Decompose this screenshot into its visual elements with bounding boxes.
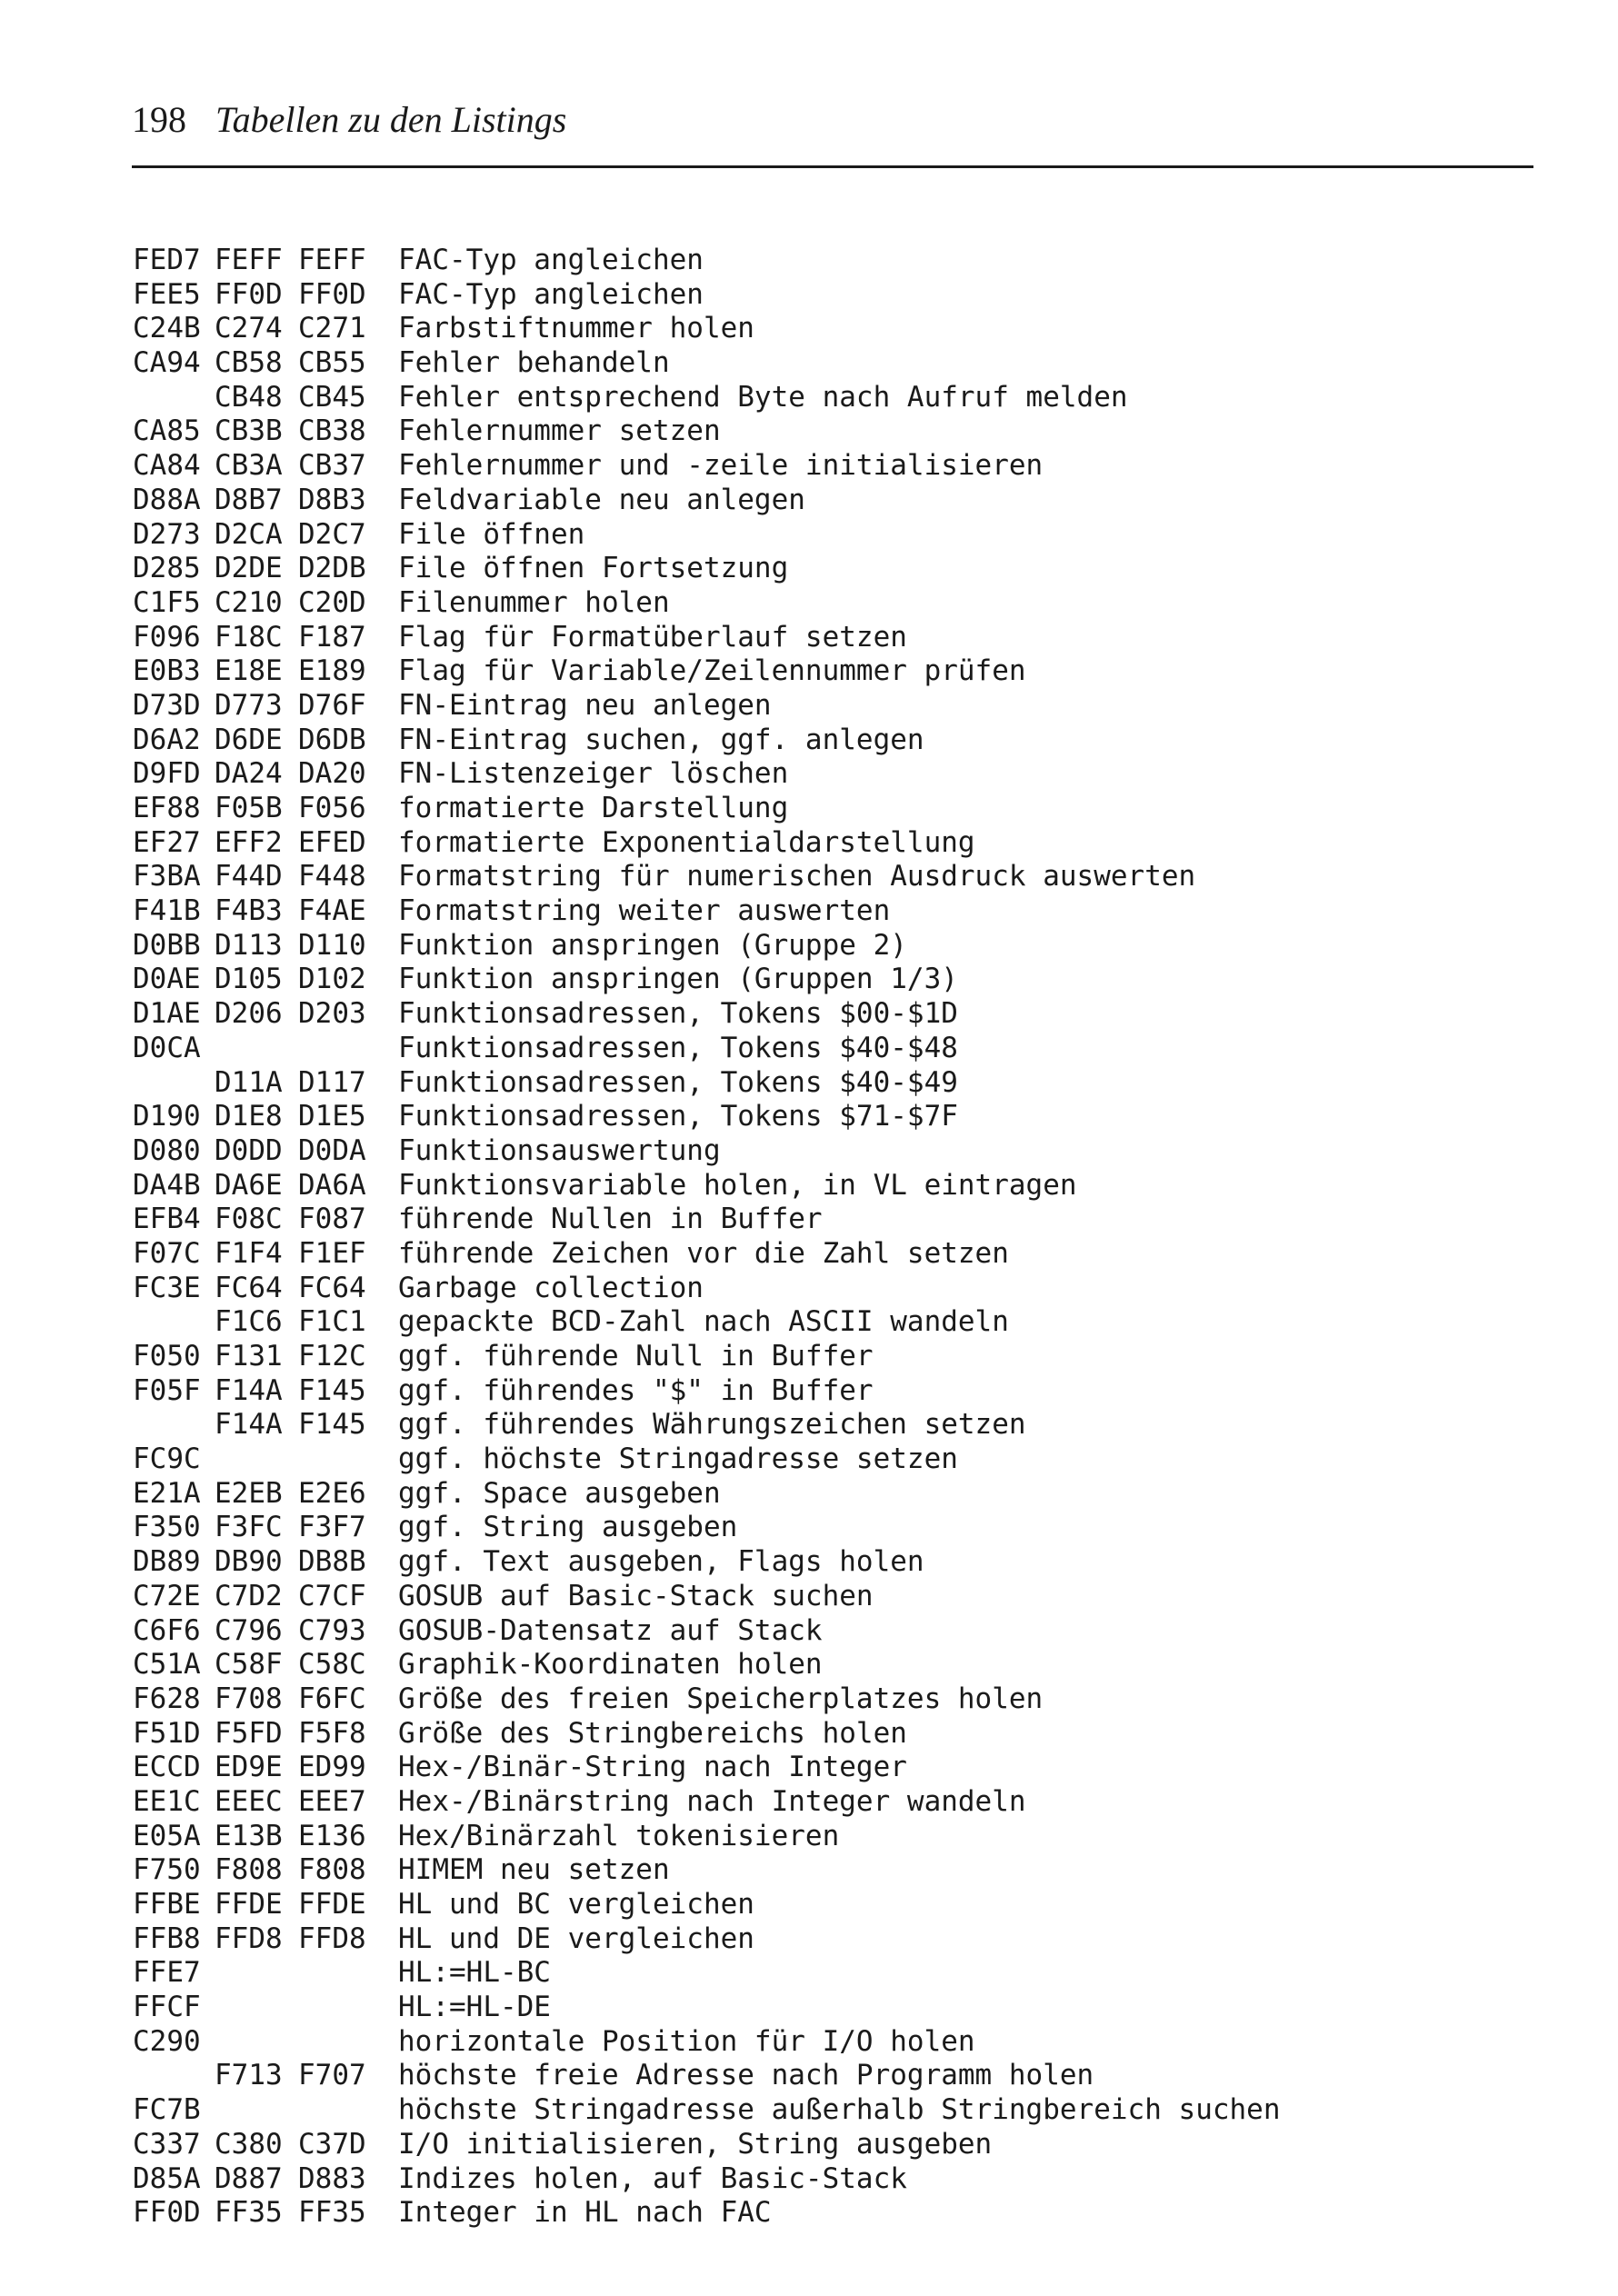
- description: HL:=HL-BC: [398, 1956, 551, 1990]
- address-col-3: D0DA: [298, 1133, 366, 1167]
- address-col-3: F145: [298, 1373, 366, 1407]
- table-row: [133, 1956, 1281, 1991]
- address-col-3: F187: [298, 620, 366, 654]
- table-row: [133, 1032, 1281, 1066]
- page-title: Tabellen zu den Listings: [215, 99, 567, 140]
- address-col-3: [298, 1956, 398, 1991]
- address-col-3: D102: [298, 963, 366, 996]
- description: Funktionsadressen, Tokens $00-$1D: [398, 997, 958, 1031]
- table-row: [133, 963, 1281, 997]
- address-col-1: D73D: [133, 688, 201, 722]
- address-col-2: D773: [215, 688, 283, 722]
- description: File öffnen: [398, 517, 585, 551]
- address-col-1: F05F: [133, 1373, 201, 1407]
- description: Funktionsadressen, Tokens $71-$7F: [398, 1100, 958, 1133]
- address-col-1: FFBE: [133, 1888, 201, 1921]
- table-row: [133, 860, 1281, 894]
- address-col-3: FFDE: [298, 1888, 366, 1921]
- table-row: [133, 1511, 1281, 1545]
- description: ggf. String ausgeben: [398, 1511, 738, 1544]
- address-col-1: CA84: [133, 449, 201, 483]
- address-col-3: D2DB: [298, 552, 366, 585]
- address-col-2: F1F4: [215, 1236, 283, 1270]
- description: Funktionsadressen, Tokens $40-$48: [398, 1031, 958, 1064]
- description: Feldvariable neu anlegen: [398, 483, 805, 516]
- address-col-2: CB3B: [215, 414, 283, 448]
- address-col-1: CA94: [133, 346, 201, 380]
- description: Funktion anspringen (Gruppen 1/3): [398, 963, 958, 996]
- description: HL:=HL-DE: [398, 1991, 551, 2024]
- description: FAC-Typ angleichen: [398, 244, 704, 276]
- description: ggf. führende Null in Buffer: [398, 1340, 874, 1373]
- table-row: [133, 1305, 1281, 1340]
- address-col-1: D0BB: [133, 928, 201, 962]
- description: formatierte Exponentialdarstellung: [398, 825, 975, 859]
- address-col-2: C796: [215, 1613, 283, 1647]
- address-col-2: D206: [215, 997, 283, 1031]
- address-col-1: C290: [133, 2024, 201, 2058]
- description: Fehler entsprechend Byte nach Aufruf melden: [398, 380, 1128, 414]
- description: formatierte Darstellung: [398, 792, 789, 824]
- address-col-1: F350: [133, 1511, 201, 1544]
- table-row: [133, 1545, 1281, 1580]
- table-row: [133, 1922, 1281, 1957]
- header-rule: [132, 165, 1533, 168]
- description: führende Nullen in Buffer: [398, 1203, 823, 1236]
- address-col-2: F14A: [215, 1373, 283, 1407]
- table-row: [133, 1580, 1281, 1614]
- table-row: [133, 484, 1281, 518]
- address-col-2: F708: [215, 1682, 283, 1715]
- address-col-3: FF35: [298, 2196, 366, 2230]
- table-row: [133, 1648, 1281, 1682]
- address-col-3: D203: [298, 997, 366, 1031]
- table-row: [133, 518, 1281, 553]
- address-col-3: [298, 2025, 398, 2060]
- description: Flag für Variable/Zeilennummer prüfen: [398, 654, 1026, 688]
- address-col-2: C7D2: [215, 1579, 283, 1612]
- address-col-1: [133, 1305, 215, 1340]
- table-row: [133, 1785, 1281, 1820]
- address-col-2: FC64: [215, 1271, 283, 1304]
- address-col-3: CB55: [298, 346, 366, 380]
- description: Funktionsauswertung: [398, 1133, 721, 1167]
- address-col-3: FFD8: [298, 1922, 366, 1955]
- address-col-2: D11A: [215, 1065, 283, 1099]
- address-col-1: FC9C: [133, 1442, 201, 1476]
- address-col-3: C20D: [298, 585, 366, 619]
- address-col-3: F5F8: [298, 1716, 366, 1750]
- address-col-1: E05A: [133, 1819, 201, 1852]
- address-col-3: ED99: [298, 1751, 366, 1784]
- address-col-2: CB3A: [215, 449, 283, 483]
- address-col-1: C6F6: [133, 1613, 201, 1647]
- description: ggf. Space ausgeben: [398, 1476, 721, 1510]
- table-row: [133, 381, 1281, 415]
- address-col-2: D887: [215, 2161, 283, 2195]
- address-col-2: C210: [215, 585, 283, 619]
- table-row: [133, 1203, 1281, 1237]
- description: führende Zeichen vor die Zahl setzen: [398, 1236, 1009, 1270]
- address-col-3: E2E6: [298, 1476, 366, 1510]
- address-col-1: [133, 1408, 215, 1442]
- address-col-3: FEFF: [298, 244, 366, 276]
- address-col-1: F750: [133, 1853, 201, 1887]
- description: Fehlernummer und -zeile initialisieren: [398, 449, 1044, 483]
- description: FN-Eintrag neu anlegen: [398, 688, 772, 722]
- address-col-2: C380: [215, 2127, 283, 2161]
- table-row: [133, 1614, 1281, 1649]
- address-col-1: F3BA: [133, 860, 201, 893]
- address-col-1: D080: [133, 1133, 201, 1167]
- address-col-3: D110: [298, 928, 366, 962]
- address-col-2: FF0D: [215, 277, 283, 311]
- address-col-2: CB58: [215, 346, 283, 380]
- address-col-2: [215, 1032, 298, 1066]
- address-col-3: C37D: [298, 2127, 366, 2161]
- address-col-1: E0B3: [133, 654, 201, 688]
- table-row: [133, 1100, 1281, 1134]
- address-col-1: ECCD: [133, 1751, 201, 1784]
- table-row: [133, 552, 1281, 586]
- table-row: [133, 1888, 1281, 1922]
- table-row: [133, 997, 1281, 1032]
- address-col-2: E13B: [215, 1819, 283, 1852]
- address-col-1: FFCF: [133, 1991, 201, 2024]
- address-col-3: [298, 1442, 398, 1477]
- address-col-1: FC3E: [133, 1271, 201, 1304]
- address-col-2: D105: [215, 963, 283, 996]
- description: File öffnen Fortsetzung: [398, 552, 789, 585]
- address-col-2: F1C6: [215, 1305, 283, 1339]
- description: Garbage collection: [398, 1271, 704, 1304]
- address-col-3: EEE7: [298, 1784, 366, 1818]
- address-col-3: [298, 1991, 398, 2025]
- description: Formatstring für numerischen Ausdruck auswerten: [398, 860, 1196, 893]
- address-col-2: FFD8: [215, 1922, 283, 1955]
- address-col-3: C7CF: [298, 1579, 366, 1612]
- address-col-1: [133, 381, 215, 415]
- description: Formatstring weiter auswerten: [398, 894, 891, 928]
- address-col-3: D117: [298, 1065, 366, 1099]
- address-col-1: F07C: [133, 1236, 201, 1270]
- address-col-1: C51A: [133, 1648, 201, 1682]
- description: Größe des Stringbereichs holen: [398, 1716, 907, 1750]
- address-col-3: [298, 2093, 398, 2128]
- table-row: [133, 2128, 1281, 2162]
- address-col-1: D273: [133, 517, 201, 551]
- address-col-2: ED9E: [215, 1751, 283, 1784]
- table-row: [133, 278, 1281, 313]
- description: Hex-/Binär-String nach Integer: [398, 1751, 907, 1784]
- address-col-3: F808: [298, 1853, 366, 1887]
- address-col-3: C793: [298, 1613, 366, 1647]
- address-col-1: D88A: [133, 483, 201, 516]
- address-col-2: D2CA: [215, 517, 283, 551]
- address-col-1: D285: [133, 552, 201, 585]
- description: Funktionsvariable holen, in VL eintragen: [398, 1168, 1077, 1202]
- description: Fehler behandeln: [398, 346, 670, 380]
- description: Fehlernummer setzen: [398, 414, 721, 448]
- address-col-3: D1E5: [298, 1100, 366, 1133]
- address-col-1: [133, 1066, 215, 1101]
- description: ggf. höchste Stringadresse setzen: [398, 1442, 958, 1476]
- address-col-1: DA4B: [133, 1168, 201, 1202]
- address-col-2: C58F: [215, 1648, 283, 1682]
- address-col-3: FC64: [298, 1271, 366, 1304]
- address-col-3: DA20: [298, 757, 366, 791]
- table-row: [133, 894, 1281, 929]
- description: Integer in HL nach FAC: [398, 2196, 772, 2230]
- address-col-2: F08C: [215, 1203, 283, 1236]
- address-col-2: [215, 1442, 298, 1477]
- address-col-3: C58C: [298, 1648, 366, 1682]
- address-col-2: FF35: [215, 2196, 283, 2230]
- table-row: [133, 1682, 1281, 1717]
- address-col-1: F51D: [133, 1716, 201, 1750]
- address-col-2: DA6E: [215, 1168, 283, 1202]
- address-col-1: FED7: [133, 244, 201, 276]
- address-col-3: F12C: [298, 1340, 366, 1373]
- address-col-2: D2DE: [215, 552, 283, 585]
- table-row: [133, 449, 1281, 484]
- address-col-1: D85A: [133, 2161, 201, 2195]
- address-col-1: D190: [133, 1100, 201, 1133]
- description: Hex-/Binärstring nach Integer wandeln: [398, 1784, 1026, 1818]
- table-row: [133, 414, 1281, 449]
- address-table: [133, 244, 1281, 2231]
- address-col-3: DB8B: [298, 1545, 366, 1579]
- description: GOSUB auf Basic-Stack suchen: [398, 1579, 874, 1612]
- address-col-3: F448: [298, 860, 366, 893]
- table-row: [133, 1066, 1281, 1101]
- address-col-1: C24B: [133, 312, 201, 345]
- address-col-3: D2C7: [298, 517, 366, 551]
- description: ggf. führendes "$" in Buffer: [398, 1373, 874, 1407]
- address-col-1: F628: [133, 1682, 201, 1715]
- table-row: [133, 1340, 1281, 1374]
- address-col-1: F41B: [133, 894, 201, 928]
- table-row: [133, 586, 1281, 621]
- address-col-1: EFB4: [133, 1203, 201, 1236]
- address-col-1: DB89: [133, 1545, 201, 1579]
- address-col-1: D1AE: [133, 997, 201, 1031]
- address-col-2: D6DE: [215, 723, 283, 756]
- table-row: [133, 1134, 1281, 1169]
- address-col-3: D883: [298, 2161, 366, 2195]
- description: FN-Eintrag suchen, ggf. anlegen: [398, 723, 924, 756]
- address-col-3: D76F: [298, 688, 366, 722]
- table-row: [133, 654, 1281, 689]
- address-col-3: [298, 1032, 398, 1066]
- description: I/O initialisieren, String ausgeben: [398, 2127, 993, 2161]
- address-col-1: C1F5: [133, 585, 201, 619]
- table-row: [133, 1442, 1281, 1477]
- address-col-3: C271: [298, 312, 366, 345]
- address-col-3: F1C1: [298, 1305, 366, 1339]
- table-row: [133, 757, 1281, 792]
- address-col-3: DA6A: [298, 1168, 366, 1202]
- address-col-2: D8B7: [215, 483, 283, 516]
- address-col-2: CB48: [215, 380, 283, 414]
- description: HL und BC vergleichen: [398, 1888, 754, 1921]
- table-row: [133, 1820, 1281, 1854]
- address-col-2: F5FD: [215, 1716, 283, 1750]
- address-col-2: F131: [215, 1340, 283, 1373]
- address-col-2: [215, 2025, 298, 2060]
- address-col-3: F056: [298, 792, 366, 824]
- address-col-3: D6DB: [298, 723, 366, 756]
- table-row: [133, 1237, 1281, 1272]
- address-col-2: EFF2: [215, 825, 283, 859]
- description: ggf. führendes Währungszeichen setzen: [398, 1408, 1026, 1442]
- address-col-2: F44D: [215, 860, 283, 893]
- table-row: [133, 689, 1281, 724]
- table-row: [133, 346, 1281, 381]
- address-col-3: CB45: [298, 380, 366, 414]
- address-col-2: F18C: [215, 620, 283, 654]
- table-row: [133, 621, 1281, 655]
- address-col-2: DA24: [215, 757, 283, 791]
- address-col-1: FFE7: [133, 1956, 201, 1990]
- description: HL und DE vergleichen: [398, 1922, 754, 1955]
- description: FAC-Typ angleichen: [398, 277, 704, 311]
- address-col-3: F145: [298, 1408, 366, 1442]
- description: horizontale Position für I/O holen: [398, 2024, 975, 2058]
- description: Graphik-Koordinaten holen: [398, 1648, 823, 1682]
- table-row: [133, 1477, 1281, 1512]
- address-col-2: E18E: [215, 654, 283, 688]
- description: Funktion anspringen (Gruppe 2): [398, 928, 907, 962]
- address-col-1: F050: [133, 1340, 201, 1373]
- table-row: [133, 312, 1281, 346]
- description: gepackte BCD-Zahl nach ASCII wandeln: [398, 1305, 1009, 1339]
- address-col-3: E136: [298, 1819, 366, 1852]
- table-row: [133, 724, 1281, 758]
- address-col-3: F6FC: [298, 1682, 366, 1715]
- address-col-2: F05B: [215, 792, 283, 824]
- table-row: [133, 2093, 1281, 2128]
- table-row: [133, 1853, 1281, 1888]
- address-col-1: EF27: [133, 825, 201, 859]
- address-col-2: E2EB: [215, 1476, 283, 1510]
- address-col-2: D113: [215, 928, 283, 962]
- address-col-2: F14A: [215, 1408, 283, 1442]
- address-col-1: D9FD: [133, 757, 201, 791]
- address-col-1: F096: [133, 620, 201, 654]
- description: Hex/Binärzahl tokenisieren: [398, 1819, 840, 1852]
- table-row: [133, 2025, 1281, 2060]
- address-col-2: EEEC: [215, 1784, 283, 1818]
- table-row: [133, 2162, 1281, 2197]
- table-row: [133, 826, 1281, 861]
- table-row: [133, 2059, 1281, 2093]
- table-row: [133, 1991, 1281, 2025]
- description: höchste Stringadresse außerhalb Stringbereich suchen: [398, 2093, 1281, 2127]
- address-col-1: FC7B: [133, 2093, 201, 2127]
- address-col-1: D0CA: [133, 1031, 201, 1064]
- address-col-1: EF88: [133, 792, 201, 824]
- description: Funktionsadressen, Tokens $40-$49: [398, 1065, 958, 1099]
- address-col-2: FEFF: [215, 244, 283, 276]
- description: Flag für Formatüberlauf setzen: [398, 620, 907, 654]
- table-row: [133, 1717, 1281, 1752]
- address-col-3: FF0D: [298, 277, 366, 311]
- address-col-3: F4AE: [298, 894, 366, 928]
- address-col-3: E189: [298, 654, 366, 688]
- address-col-1: D0AE: [133, 963, 201, 996]
- table-row: [133, 1408, 1281, 1442]
- table-row: [133, 929, 1281, 963]
- table-row: [133, 1272, 1281, 1306]
- address-col-3: EFED: [298, 825, 366, 859]
- address-col-1: FFB8: [133, 1922, 201, 1955]
- address-col-2: C274: [215, 312, 283, 345]
- address-col-1: [133, 2059, 215, 2093]
- address-col-1: EE1C: [133, 1784, 201, 1818]
- table-row: [133, 1751, 1281, 1785]
- page-number: 198: [132, 99, 186, 140]
- description: Größe des freien Speicherplatzes holen: [398, 1682, 1044, 1715]
- description: FN-Listenzeiger löschen: [398, 757, 789, 791]
- address-col-3: CB37: [298, 449, 366, 483]
- address-col-2: [215, 1991, 298, 2025]
- address-col-3: D8B3: [298, 483, 366, 516]
- address-col-3: F3F7: [298, 1511, 366, 1544]
- description: Indizes holen, auf Basic-Stack: [398, 2161, 907, 2195]
- page-header: [132, 99, 567, 140]
- address-col-3: F707: [298, 2059, 366, 2092]
- address-col-1: C337: [133, 2127, 201, 2161]
- description: GOSUB-Datensatz auf Stack: [398, 1613, 823, 1647]
- address-col-2: [215, 2093, 298, 2128]
- address-col-1: D6A2: [133, 723, 201, 756]
- address-col-1: FEE5: [133, 277, 201, 311]
- address-col-3: F087: [298, 1203, 366, 1236]
- address-col-2: DB90: [215, 1545, 283, 1579]
- description: höchste freie Adresse nach Programm holen: [398, 2059, 1094, 2092]
- table-row: [133, 1169, 1281, 1203]
- description: HIMEM neu setzen: [398, 1853, 670, 1887]
- address-col-1: C72E: [133, 1579, 201, 1612]
- address-col-2: F713: [215, 2059, 283, 2092]
- table-row: [133, 2196, 1281, 2231]
- address-col-2: D0DD: [215, 1133, 283, 1167]
- address-col-2: FFDE: [215, 1888, 283, 1921]
- description: Filenummer holen: [398, 585, 670, 619]
- table-row: [133, 792, 1281, 826]
- address-col-2: D1E8: [215, 1100, 283, 1133]
- address-col-2: F3FC: [215, 1511, 283, 1544]
- description: Farbstiftnummer holen: [398, 312, 754, 345]
- address-col-1: CA85: [133, 414, 201, 448]
- address-col-2: F4B3: [215, 894, 283, 928]
- address-col-1: E21A: [133, 1476, 201, 1510]
- address-col-1: FF0D: [133, 2196, 201, 2230]
- address-col-2: F808: [215, 1853, 283, 1887]
- address-col-3: F1EF: [298, 1236, 366, 1270]
- table-row: [133, 1374, 1281, 1409]
- description: ggf. Text ausgeben, Flags holen: [398, 1545, 924, 1579]
- table-row: [133, 244, 1281, 278]
- address-col-3: CB38: [298, 414, 366, 448]
- address-col-2: [215, 1956, 298, 1991]
